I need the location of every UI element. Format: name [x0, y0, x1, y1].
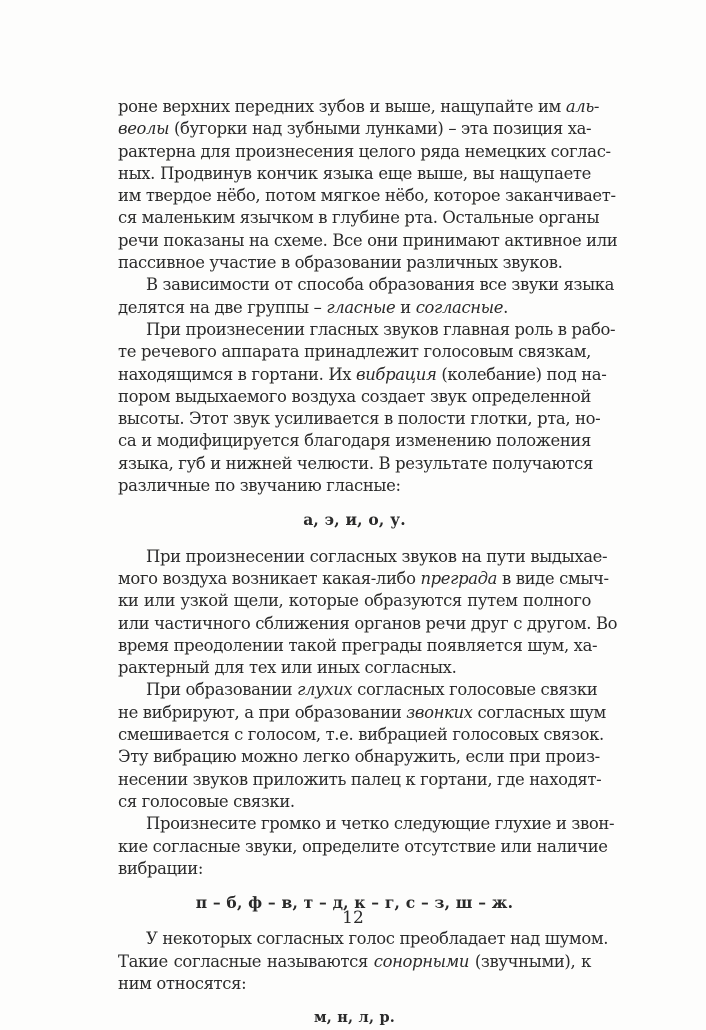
text-line: те речевого аппарата принадлежит голосовым связкам, — [118, 342, 591, 362]
text-line: ним относятся: — [118, 973, 247, 993]
vowel-list: а, э, и, о, у. — [303, 510, 406, 530]
text-line: различные по звучанию гласные: — [118, 476, 401, 496]
paragraph — [118, 319, 616, 497]
emphasized-term: звонких — [406, 702, 473, 722]
text-line: При произнесении гласных звуков главная роль в рабо- — [146, 319, 616, 339]
emphasized-term: преграда — [420, 568, 498, 588]
text-line: делятся на две группы – гласные и согласные. — [118, 297, 508, 317]
text-line: им твердое нёбо, потом мягкое нёбо, которое заканчивает- — [118, 186, 616, 206]
emphasized-term: веолы — [118, 119, 170, 139]
paragraph — [118, 274, 615, 319]
text-line: Эту вибрацию можно легко обнаружить, если при произ- — [118, 747, 600, 767]
text-line: ся маленьким язычком в глубине рта. Остальные органы — [118, 208, 600, 228]
text-line: роне верхних передних зубов и выше, нащупайте им аль- — [118, 97, 600, 116]
text-line: веолы (бугорки над зубными лунками) – эта позиция ха- — [118, 119, 592, 139]
text-line: пассивное участие в образовании различных звуков. — [118, 253, 563, 273]
text-line: Такие согласные называются сонорными (звучными), к — [118, 951, 591, 971]
emphasized-term: вибрация — [356, 364, 437, 384]
text-line: ки или узкой щели, которые образуются путем полного — [118, 591, 591, 611]
paragraph — [118, 928, 609, 995]
text-line: языка, губ и нижней челюсти. В результате получаются — [118, 453, 594, 473]
emphasized-term: сонорными — [373, 951, 470, 971]
emphasized-term: гласные — [326, 297, 396, 317]
text-line: При образовании глухих согласных голосовые связки — [146, 680, 598, 700]
text-line: речи показаны на схеме. Все они принимают активное или — [118, 230, 618, 250]
text-line: рактерна для произнесения целого ряда немецких соглас- — [118, 141, 611, 161]
page-number: 12 — [342, 908, 364, 928]
text-line: время преодолении такой преграды появляется шум, ха- — [118, 635, 598, 655]
text-line: находящимся в гортани. Их вибрация (колебание) под на- — [118, 364, 607, 384]
text-line: смешивается с голосом, т.е. вибрацией голосовых связок. — [118, 725, 604, 745]
sonorant-list: м, н, л, р. — [313, 1009, 396, 1027]
text-line: У некоторых согласных голос преобладает над шумом. — [146, 929, 609, 949]
text-line: са и модифицируется благодаря изменению положения — [118, 431, 591, 451]
book-page-text — [118, 96, 618, 1030]
text-line: мого воздуха возникает какая-либо преграда в виде смыч- — [118, 568, 609, 588]
text-line: не вибрируют, а при образовании звонких согласных шум — [118, 702, 606, 722]
paragraph — [118, 546, 618, 680]
paragraph — [118, 813, 615, 880]
text-line: ся голосовые связки. — [118, 791, 295, 811]
text-line: высоты. Этот звук усиливается в полости глотки, рта, но- — [118, 409, 601, 429]
text-line: ных. Продвинув кончик языка еще выше, вы нащупаете — [118, 163, 591, 183]
text-line: рактерный для тех или иных согласных. — [118, 658, 457, 678]
emphasized-term: аль- — [565, 97, 600, 116]
paragraph — [118, 96, 618, 274]
text-line: пором выдыхаемого воздуха создает звук определенной — [118, 386, 591, 406]
text-line: Произнесите громко и четко следующие глухие и звон- — [146, 814, 615, 834]
text-line: несении звуков приложить палец к гортани, где находят- — [118, 769, 602, 789]
paragraph — [118, 679, 606, 813]
text-line: При произнесении согласных звуков на пути выдыхае- — [146, 546, 608, 566]
text-line: В зависимости от способа образования все звуки языка — [146, 275, 615, 295]
text-line: кие согласные звуки, определите отсутствие или наличие — [118, 836, 608, 856]
text-line: вибрации: — [118, 858, 204, 878]
emphasized-term: согласные — [415, 297, 504, 317]
emphasized-term: глухих — [297, 680, 353, 700]
text-line: или частичного сближения органов речи друг с другом. Во — [118, 613, 618, 633]
consonant-pairs-list: п – б, ф – в, т – д, к – г, с – з, ш – ж. — [195, 893, 514, 913]
